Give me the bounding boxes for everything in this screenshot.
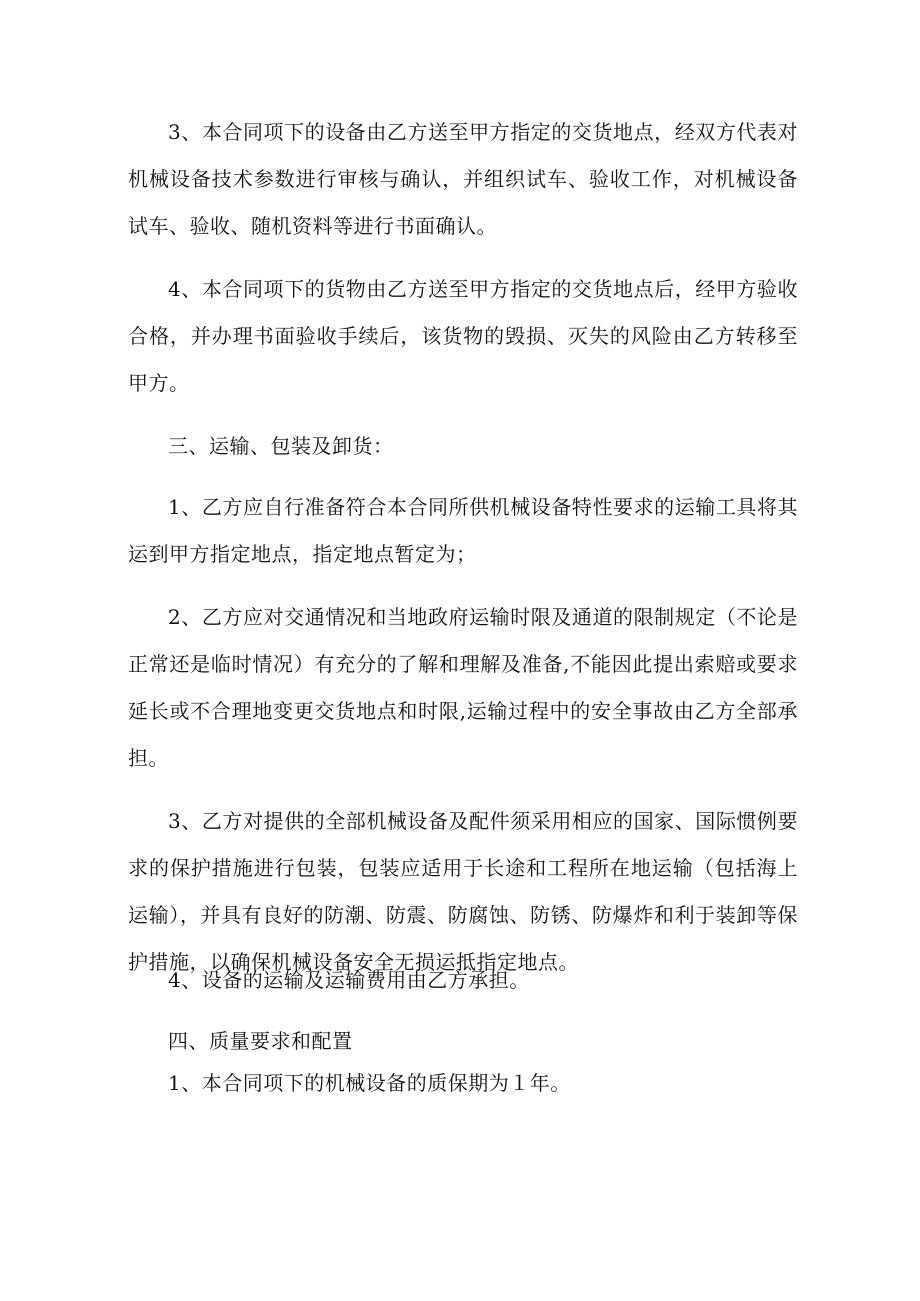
section-heading: 四、质量要求和配置 <box>168 1029 353 1053</box>
clause-paragraph: 3、乙方对提供的全部机械设备及配件须采用相应的国家、国际惯例要求的保护措施进行包装，包装应适用于长途和工程所在地运输（包括海上运输），并具有良好的防潮、防震、防腐蚀、防锈、防爆炸和利于装卸等保护措施，以确保机械设备安全无损运抵指定地点。 <box>128 809 798 974</box>
clause-paragraph: 4、本合同项下的货物由乙方送至甲方指定的交货地点后，经甲方验收合格，并办理书面验收手续后，该货物的毁损、灭失的风险由乙方转移至甲方。 <box>128 277 798 395</box>
clause-paragraph: 1、乙方应自行准备符合本合同所供机械设备特性要求的运输工具将其运到甲方指定地点，指定地点暂定为； <box>128 495 798 566</box>
section-heading: 三、运输、包装及卸货： <box>168 434 394 458</box>
clause-paragraph: 2、乙方应对交通情况和当地政府运输时限及通道的限制规定（不论是正常还是临时情况）有充分的了解和理解及准备,不能因此提出索赔或要求延长或不合理地变更交货地点和时限,运输过程中的安全事故由乙方全部承担。 <box>128 605 798 770</box>
clause-paragraph: 3、本合同项下的设备由乙方送至甲方指定的交货地点，经双方代表对机械设备技术参数进行审核与确认，并组织试车、验收工作，对机械设备试车、验收、随机资料等进行书面确认。 <box>128 120 798 238</box>
clause-paragraph: 4、设备的运输及运输费用由乙方承担。 <box>168 968 530 992</box>
clause-paragraph: 1、本合同项下的机械设备的质保期为１年。 <box>168 1071 571 1095</box>
